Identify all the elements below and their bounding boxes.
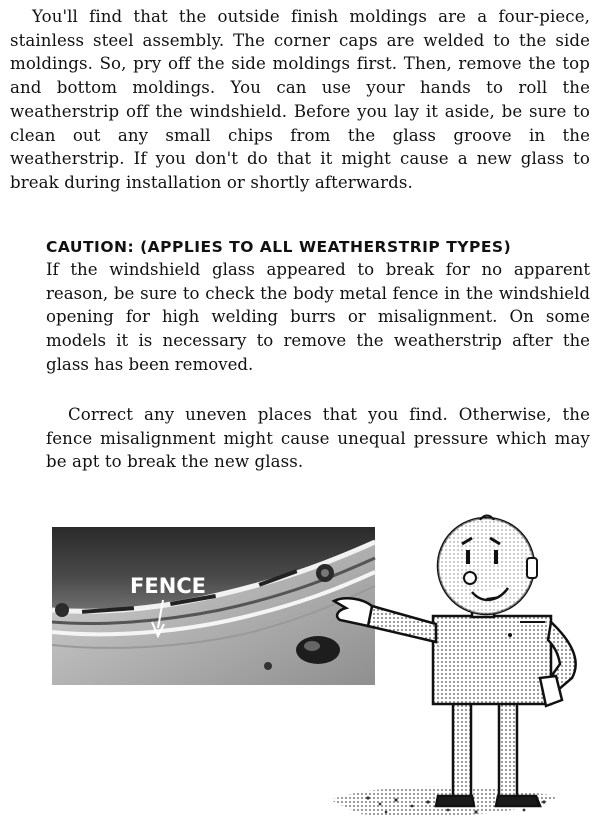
paragraph-correct-uneven-places: Correct any uneven places that you find. Otherwise, the fence misalignment might cause unequal pressure which may be apt to break the new glass. bbox=[46, 405, 590, 472]
paragraph-molding-removal: You'll find that the outside finish moldings are a four-piece, stainless steel assembly. The corner caps are welded to the side moldings. So, pry off the side moldings first. Then, remove the top and bottom moldings. You can use your hands to roll the weatherstrip off the windshield. Before you lay it aside, be sure to clean out any small chips from the glass groove in the weatherstrip. If you don't do that it might cause a new glass to break during installation or shortly afterwards. bbox=[10, 7, 590, 192]
caution-heading: CAUTION: (APPLIES TO ALL WEATHERSTRIP TYPES) bbox=[46, 238, 512, 256]
windshield-photo bbox=[52, 527, 375, 685]
illustration-figure bbox=[0, 500, 600, 828]
fence-label: FENCE bbox=[130, 574, 207, 598]
illustration-svg bbox=[0, 500, 600, 828]
caution-block bbox=[46, 236, 590, 377]
caution-body: If the windshield glass appeared to break for no apparent reason, be sure to check the body metal fence in the windshield opening for high welding burrs or misalignment. On some models it is necessary to remove the weatherstrip after the glass has been removed. bbox=[46, 260, 590, 374]
